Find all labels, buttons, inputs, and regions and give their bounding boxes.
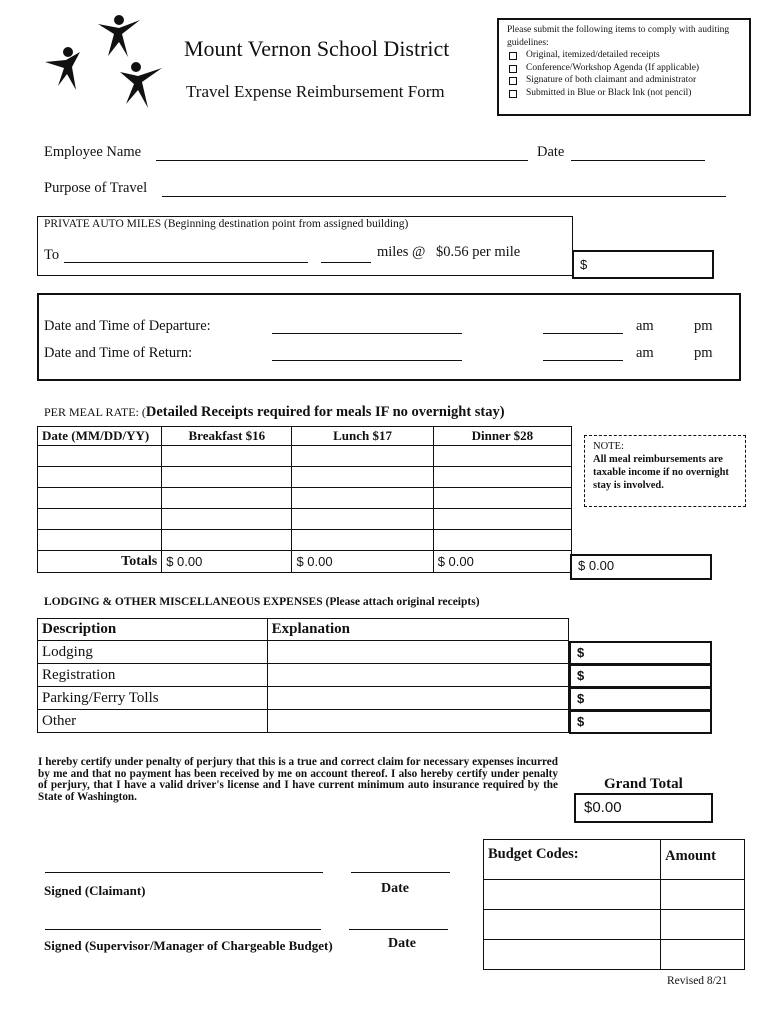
district-logo xyxy=(40,12,170,112)
district-name: Mount Vernon School District xyxy=(184,36,450,61)
requirement-item: Original, itemized/detailed receipts xyxy=(526,50,660,60)
supervisor-label: Signed (Supervisor/Manager of Chargeable Budget) xyxy=(44,938,333,953)
lodging-amount[interactable]: $ xyxy=(569,641,712,665)
checkbox-icon[interactable] xyxy=(509,90,517,98)
to-label: To xyxy=(44,247,60,263)
other-amount[interactable]: $ xyxy=(569,710,712,734)
budget-amount-label: Amount xyxy=(661,840,745,880)
purpose-field[interactable] xyxy=(162,196,726,197)
employee-name-field[interactable] xyxy=(156,160,528,161)
requirement-item: Conference/Workshop Agenda (If applicable) xyxy=(526,62,700,73)
claimant-date-field[interactable] xyxy=(351,872,450,873)
table-row xyxy=(38,467,572,488)
table-row xyxy=(484,880,745,910)
col-description: Description xyxy=(38,619,268,641)
grand-total-label: Grand Total xyxy=(604,776,683,792)
table-row xyxy=(38,687,569,710)
table-row xyxy=(38,710,569,733)
meal-table xyxy=(37,426,572,573)
form-title: Travel Expense Reimbursement Form xyxy=(186,82,445,101)
table-row xyxy=(484,910,745,940)
claimant-label: Signed (Claimant) xyxy=(44,883,146,898)
mileage-rate: $0.56 per mile xyxy=(436,244,521,260)
lunch-total: $ 0.00 xyxy=(292,551,433,573)
auto-miles-heading: PRIVATE AUTO MILES (Beginning destination point from assigned building) xyxy=(44,218,409,230)
checkbox-icon[interactable] xyxy=(509,52,517,60)
totals-row xyxy=(38,551,572,573)
row-registration: Registration xyxy=(38,664,268,687)
requirements-box xyxy=(497,18,751,116)
return-pm[interactable]: pm xyxy=(694,345,713,361)
requirement-item: Signature of both claimant and administrator xyxy=(526,75,697,85)
row-lodging: Lodging xyxy=(38,641,268,664)
return-label: Date and Time of Return: xyxy=(44,345,193,361)
table-row xyxy=(38,530,572,551)
meal-grand-total: $ 0.00 xyxy=(578,558,615,573)
supervisor-date-field[interactable] xyxy=(349,929,448,930)
supervisor-date-label: Date xyxy=(388,936,416,951)
revision-label: Revised 8/21 xyxy=(667,975,728,987)
note-body: All meal reimbursements are taxable income if no overnight stay is involved. xyxy=(593,454,729,491)
row-parking: Parking/Ferry Tolls xyxy=(38,687,268,710)
col-lunch: Lunch $17 xyxy=(292,427,433,446)
registration-amount[interactable]: $ xyxy=(569,664,712,688)
employee-name-label: Employee Name xyxy=(44,144,142,160)
table-row xyxy=(38,664,569,687)
travel-times-box xyxy=(37,293,741,381)
date-label: Date xyxy=(537,144,565,160)
supervisor-signature-field[interactable] xyxy=(45,929,321,930)
table-row xyxy=(38,488,572,509)
breakfast-total: $ 0.00 xyxy=(162,551,292,573)
row-other: Other xyxy=(38,710,268,733)
return-date-field[interactable] xyxy=(272,360,462,361)
col-breakfast: Breakfast $16 xyxy=(162,427,292,446)
table-row xyxy=(38,509,572,530)
grand-total-value: $0.00 xyxy=(584,799,622,816)
requirements-title: Please submit the following items to comply with auditing guidelines: xyxy=(507,25,730,48)
miles-field[interactable] xyxy=(321,262,371,263)
date-field[interactable] xyxy=(571,160,705,161)
col-dinner: Dinner $28 xyxy=(433,427,571,446)
purpose-label: Purpose of Travel xyxy=(44,180,148,196)
departure-date-field[interactable] xyxy=(272,333,462,334)
requirement-item: Submitted in Blue or Black Ink (not pencil) xyxy=(526,87,692,98)
lodging-table xyxy=(37,618,569,733)
checkbox-icon[interactable] xyxy=(509,77,517,85)
parking-amount[interactable]: $ xyxy=(569,687,712,711)
miles-label: miles @ xyxy=(377,244,426,260)
table-row xyxy=(38,446,572,467)
departure-pm[interactable]: pm xyxy=(694,318,713,334)
checkbox-icon[interactable] xyxy=(509,65,517,73)
meal-note xyxy=(584,435,746,507)
certification-text: I hereby certify under penalty of perjury that this is a true and correct claim for necessary expenses incurred by me and that no payment has been received by me on account thereof. I also hereby certify under penalty of perjury, that I have a valid driver's license and I have current minimum auto insurance required by the State of Washington. xyxy=(38,756,558,803)
claimant-date-label: Date xyxy=(381,881,409,896)
return-am[interactable]: am xyxy=(636,345,654,361)
note-title: NOTE: xyxy=(593,441,624,452)
claimant-signature-field[interactable] xyxy=(45,872,323,873)
meal-total-field[interactable] xyxy=(570,554,712,580)
budget-table xyxy=(483,839,745,970)
table-row xyxy=(38,641,569,664)
dollar-prefix: $ xyxy=(580,257,588,272)
departure-am[interactable]: am xyxy=(636,318,654,334)
departure-label: Date and Time of Departure: xyxy=(44,318,211,334)
totals-label: Totals xyxy=(38,551,162,573)
col-explanation: Explanation xyxy=(267,619,568,641)
table-row xyxy=(484,940,745,970)
grand-total-field[interactable] xyxy=(574,793,713,823)
lodging-heading: LODGING & OTHER MISCELLANEOUS EXPENSES (Please attach original receipts) xyxy=(44,596,480,608)
destination-field[interactable] xyxy=(64,262,308,263)
meal-rate-heading: PER MEAL RATE: (Detailed Receipts required for meals IF no overnight stay) xyxy=(44,404,505,420)
budget-codes-label: Budget Codes: xyxy=(484,840,661,880)
auto-amount-field[interactable] xyxy=(572,250,714,279)
dinner-total: $ 0.00 xyxy=(433,551,571,573)
col-date: Date (MM/DD/YY) xyxy=(38,427,162,446)
departure-time-field[interactable] xyxy=(543,333,623,334)
return-time-field[interactable] xyxy=(543,360,623,361)
